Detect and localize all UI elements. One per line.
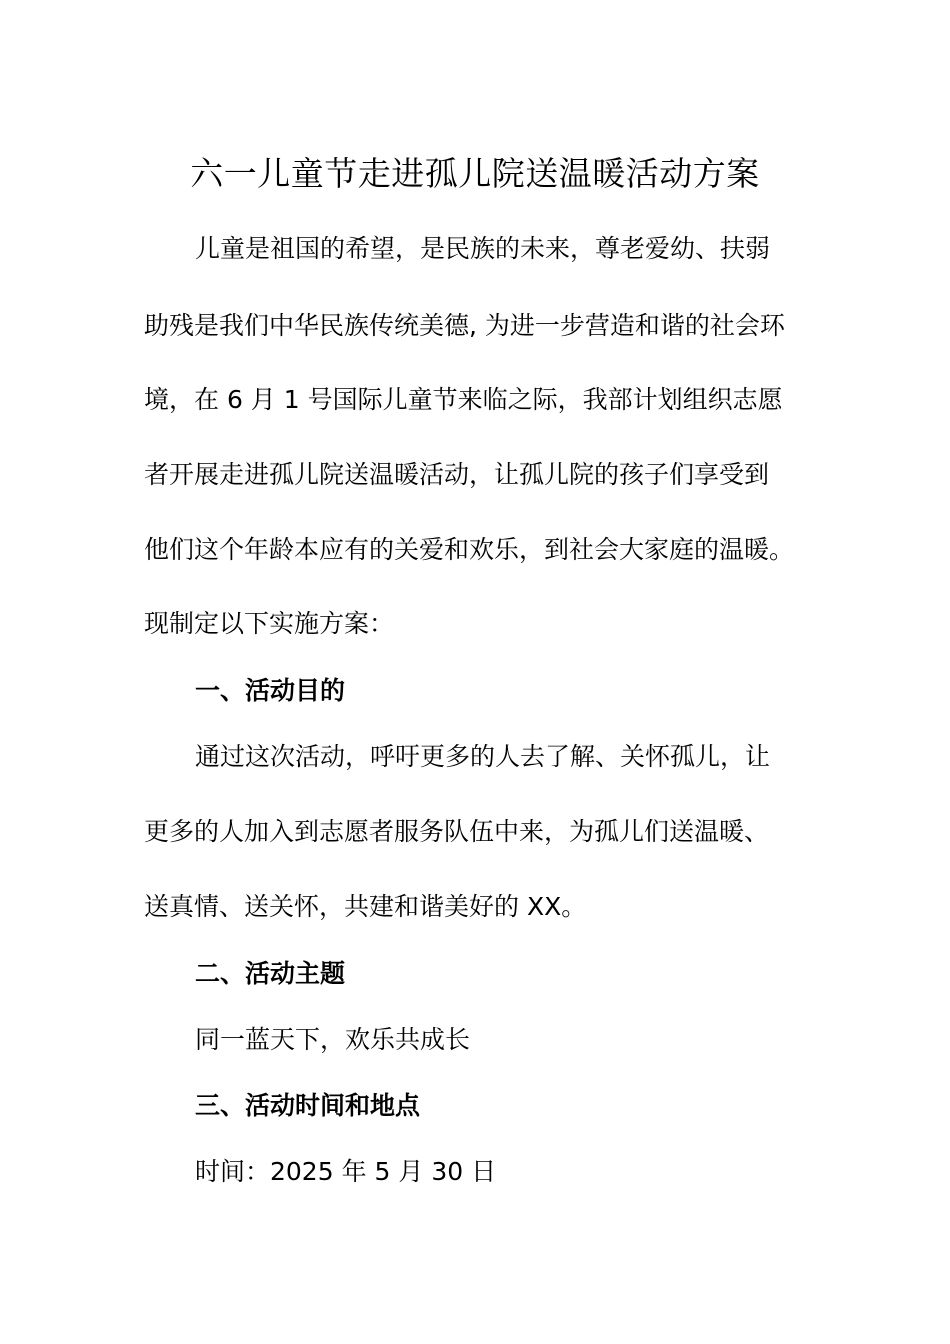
intro-line-3: 境，在 6 月 1 号国际儿童节来临之际，我部计划组织志愿 xyxy=(144,385,783,414)
purpose-line-2: 更多的人加入到志愿者服务队伍中来，为孤儿们送温暖、 xyxy=(144,817,770,846)
intro-line-6: 现制定以下实施方案： xyxy=(144,609,395,638)
intro-line-5: 他们这个年龄本应有的关爱和欢乐，到社会大家庭的温暖。 xyxy=(144,535,795,564)
intro-line-2: 助残是我们中华民族传统美德, 为进一步营造和谐的社会环 xyxy=(144,311,785,340)
section-heading-theme: 二、活动主题 xyxy=(195,959,346,988)
theme-text: 同一蓝天下，欢乐共成长 xyxy=(195,1025,471,1054)
document-title: 六一儿童节走进孤儿院送温暖活动方案 xyxy=(190,154,760,193)
purpose-line-3: 送真情、送关怀，共建和谐美好的 XX。 xyxy=(144,892,587,921)
intro-line-4: 者开展走进孤儿院送温暖活动，让孤儿院的孩子们享受到 xyxy=(144,460,770,489)
section-heading-time-place: 三、活动时间和地点 xyxy=(195,1091,421,1120)
purpose-line-1: 通过这次活动，呼吁更多的人去了解、关怀孤儿，让 xyxy=(195,742,771,771)
activity-time: 时间：2025 年 5 月 30 日 xyxy=(195,1157,497,1186)
section-heading-purpose: 一、活动目的 xyxy=(195,676,346,705)
intro-line-1: 儿童是祖国的希望，是民族的未来，尊老爱幼、扶弱 xyxy=(195,234,771,263)
